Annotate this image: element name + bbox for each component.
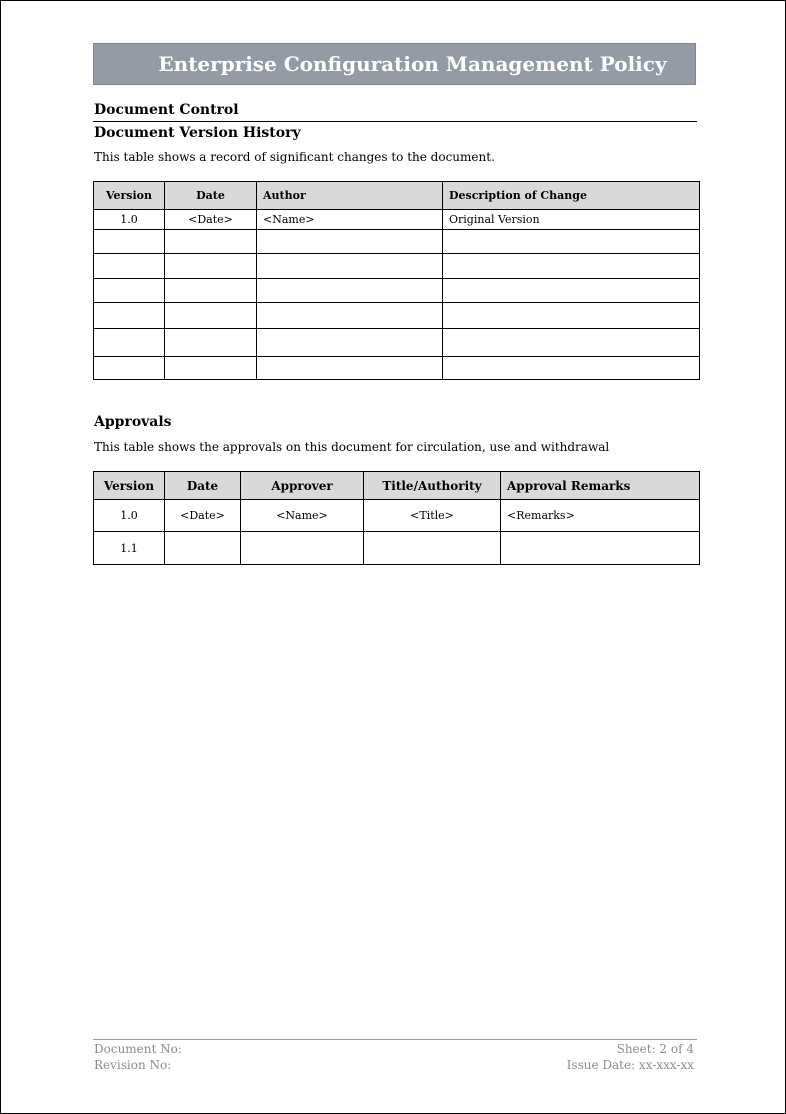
footer-divider (93, 1039, 697, 1040)
footer-issue-date: Issue Date: xx-xxx-xx (566, 1058, 694, 1072)
table-row (94, 532, 700, 565)
heading-divider (93, 121, 697, 122)
table-cell (94, 254, 165, 279)
table-cell (165, 532, 241, 565)
table-row (94, 230, 700, 254)
table-cell (165, 254, 257, 279)
table-cell (241, 532, 364, 565)
table-header-row (94, 182, 700, 210)
footer-revision-no: Revision No: (94, 1058, 172, 1072)
table-cell: 1.0 (94, 210, 165, 230)
table-cell (257, 357, 443, 380)
table-cell (257, 303, 443, 329)
table-cell (443, 329, 700, 357)
footer-document-no: Document No: (94, 1042, 182, 1056)
table-row (94, 279, 700, 303)
approvals-table (93, 471, 700, 565)
column-header-version: Version (94, 182, 165, 210)
column-header-author: Author (257, 182, 443, 210)
table-row (94, 254, 700, 279)
column-header-description: Description of Change (443, 182, 700, 210)
column-header-date: Date (165, 182, 257, 210)
table-cell: <Date> (165, 210, 257, 230)
table-cell (94, 230, 165, 254)
table-cell (443, 357, 700, 380)
table-cell (443, 254, 700, 279)
table-row (94, 357, 700, 380)
table-cell: <Remarks> (501, 500, 700, 532)
table-cell (501, 532, 700, 565)
approvals-heading: Approvals (94, 414, 172, 430)
table-cell (94, 329, 165, 357)
table-row (94, 210, 700, 230)
table-cell (94, 279, 165, 303)
table-cell: 1.1 (94, 532, 165, 565)
table-cell (165, 230, 257, 254)
version-history-table (93, 181, 700, 380)
table-header-row (94, 472, 700, 500)
table-cell (257, 279, 443, 303)
version-history-intro: This table shows a record of significant changes to the document. (94, 150, 495, 164)
table-row (94, 329, 700, 357)
column-header-date: Date (165, 472, 241, 500)
table-cell (165, 279, 257, 303)
document-control-heading: Document Control (94, 102, 239, 118)
table-cell (257, 329, 443, 357)
title-banner (93, 43, 696, 85)
column-header-approval-remarks: Approval Remarks (501, 472, 700, 500)
table-cell (257, 254, 443, 279)
footer-sheet-number: Sheet: 2 of 4 (616, 1042, 694, 1056)
table-cell: <Name> (257, 210, 443, 230)
table-cell: <Name> (241, 500, 364, 532)
document-title: Enterprise Configuration Management Policy (158, 52, 667, 76)
approvals-intro: This table shows the approvals on this document for circulation, use and withdrawal (94, 440, 610, 454)
table-cell (364, 532, 501, 565)
table-cell (165, 357, 257, 380)
column-header-title-authority: Title/Authority (364, 472, 501, 500)
version-history-heading: Document Version History (94, 125, 301, 141)
table-cell (94, 357, 165, 380)
column-header-approver: Approver (241, 472, 364, 500)
table-cell (443, 279, 700, 303)
table-row (94, 303, 700, 329)
column-header-version: Version (94, 472, 165, 500)
table-cell (165, 329, 257, 357)
table-cell (443, 230, 700, 254)
table-cell (443, 303, 700, 329)
table-cell (257, 230, 443, 254)
table-cell: <Date> (165, 500, 241, 532)
table-cell (94, 303, 165, 329)
table-row (94, 500, 700, 532)
table-cell: <Title> (364, 500, 501, 532)
table-cell: 1.0 (94, 500, 165, 532)
table-cell: Original Version (443, 210, 700, 230)
table-cell (165, 303, 257, 329)
